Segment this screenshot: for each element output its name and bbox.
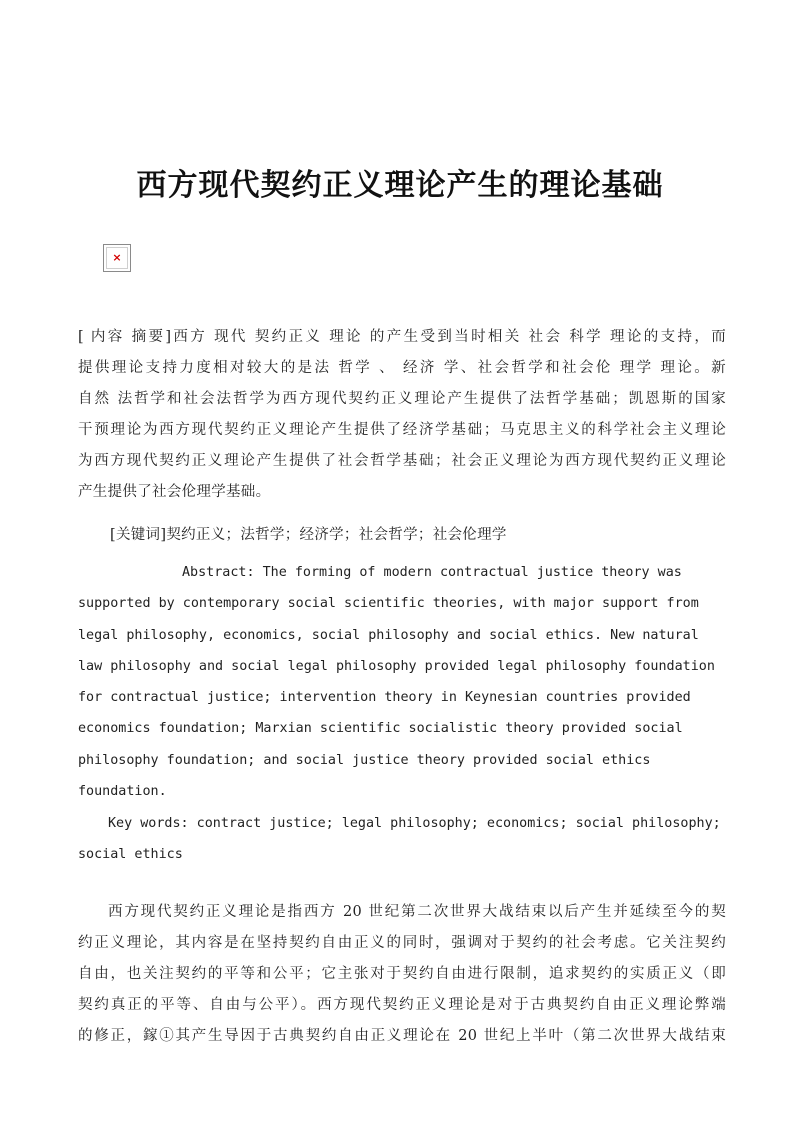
body-paragraph xyxy=(78,900,726,1055)
abstract-en-line: legal philosophy, economics, social philosophy and social ethics. New natural xyxy=(78,627,699,643)
keywords-en-line: social ethics xyxy=(78,847,183,863)
keywords-en-line: Key words: contract justice; legal philosophy; economics; social philosophy; xyxy=(108,816,721,831)
abstract-cn-line: [ 内容 摘要]西方 现代 契约正义 理论 的产生受到当时相关 社会 科学 理论的支持，而 xyxy=(78,329,726,345)
abstract-cn-line: 为西方现代契约正义理论产生提供了社会哲学基础；社会正义理论为西方现代契约正义理论 xyxy=(78,453,726,469)
abstract-cn-line: 自然 法哲学和社会法哲学为西方现代契约正义理论产生提供了法哲学基础；凯恩斯的国家 xyxy=(78,391,726,407)
abstract-en-line: Abstract: The forming of modern contractual justice theory was xyxy=(182,565,682,580)
abstract-en xyxy=(78,561,726,811)
abstract-en-line: law philosophy and social legal philosophy provided legal philosophy foundation xyxy=(78,658,715,674)
body-line: 的修正，鎵①其产生导因于古典契约自由正义理论在 20 世纪上半叶（第二次世界大战结束 xyxy=(78,1028,726,1044)
keywords-en xyxy=(78,812,726,875)
broken-image-icon: × xyxy=(112,251,122,264)
body-line: 西方现代契约正义理论是指西方 20 世纪第二次世界大战结束以后产生并延续至今的契 xyxy=(108,904,726,920)
body-line: 契约真正的平等、自由与公平）。西方现代契约正义理论是对于古典契约自由正义理论弊端 xyxy=(78,997,726,1013)
abstract-cn-line: 产生提供了社会伦理学基础。 xyxy=(78,484,271,500)
abstract-cn xyxy=(78,325,726,511)
document-title: 西方现代契约正义理论产生的理论基础 xyxy=(136,168,664,203)
abstract-cn-line: 提供理论支持力度相对较大的是法 哲学 、 经济 学、社会哲学和社会伦 理学 理论。新 xyxy=(78,360,726,376)
keywords-cn-line: [关键词]契约正义；法哲学；经济学；社会哲学；社会伦理学 xyxy=(110,527,507,543)
body-line: 约正义理论，其内容是在坚持契约自由正义的同时，强调对于契约的社会考虑。它关注契约 xyxy=(78,935,726,951)
abstract-en-line: philosophy foundation; and social justice theory provided social ethics xyxy=(78,752,651,768)
broken-image-placeholder xyxy=(103,244,131,272)
abstract-en-line: foundation. xyxy=(78,784,167,800)
abstract-en-line: economics foundation; Marxian scientific socialistic theory provided social xyxy=(78,721,683,737)
body-line: 自由，也关注契约的平等和公平；它主张对于契约自由进行限制，追求契约的实质正义（即 xyxy=(78,966,726,982)
keywords-cn xyxy=(78,523,726,554)
abstract-en-line: supported by contemporary social scientific theories, with major support from xyxy=(78,596,699,612)
abstract-en-line: for contractual justice; intervention theory in Keynesian countries provided xyxy=(78,690,691,706)
abstract-cn-line: 干预理论为西方现代契约正义理论产生提供了经济学基础；马克思主义的科学社会主义理论 xyxy=(78,422,726,438)
